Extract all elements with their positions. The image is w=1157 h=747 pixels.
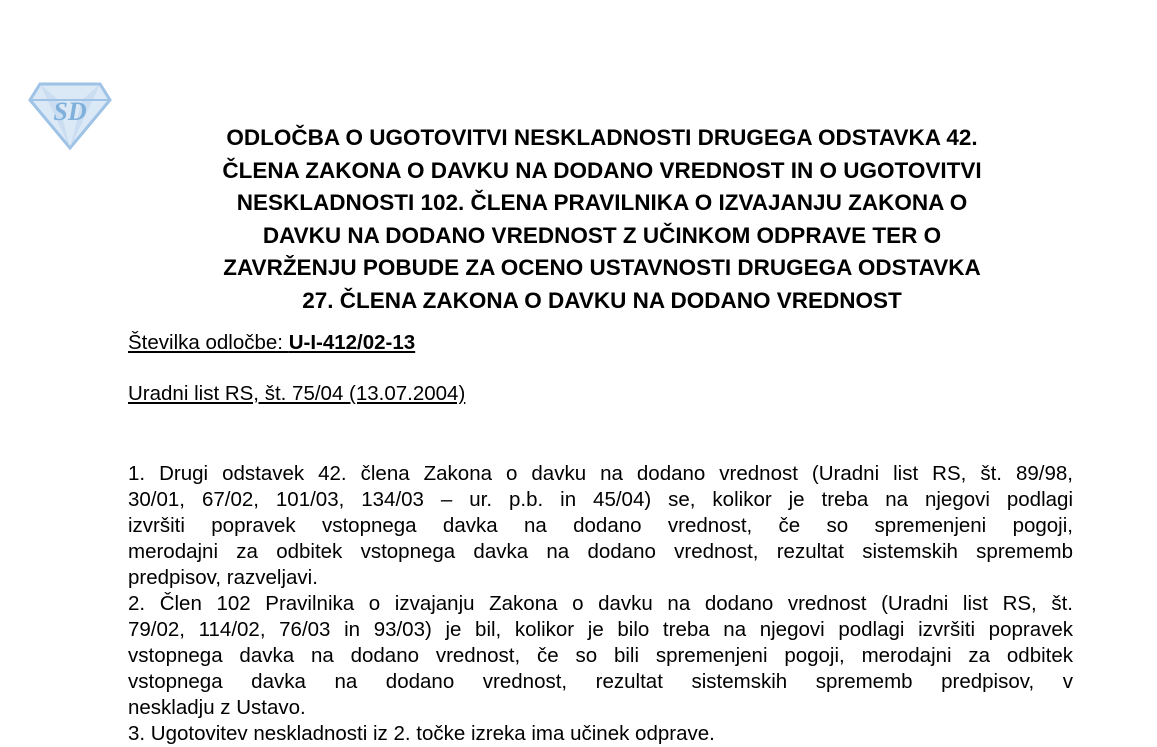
body-line: 30/01, 67/02, 101/03, 134/03 – ur. p.b. in 45/04) se, kolikor je treba na njegovi podlagi bbox=[128, 488, 1073, 511]
body-line: 79/02, 114/02, 76/03 in 93/03) je bil, kolikor je bilo treba na njegovi podlagi izvršiti popravek bbox=[128, 618, 1073, 641]
decision-number-value: U-I-412/02-13 bbox=[288, 331, 416, 354]
title-line: NESKLADNOSTI 102. ČLENA PRAVILNIKA O IZVAJANJU ZAKONA O bbox=[236, 190, 968, 216]
body-line: neskladju z Ustavo. bbox=[128, 696, 306, 719]
body-line: izvršiti popravek vstopnega davka na dodano vrednost, če so spremenjeni pogoji, bbox=[128, 514, 1073, 537]
decision-number bbox=[128, 330, 415, 356]
title-line: DAVKU NA DODANO VREDNOST Z UČINKOM ODPRAVE TER O bbox=[262, 222, 942, 248]
title-line: ČLENA ZAKONA O DAVKU NA DODANO VREDNOST IN O UGOTOVITVI bbox=[222, 157, 982, 183]
official-gazette-reference: Uradni list RS, št. 75/04 (13.07.2004) bbox=[128, 382, 466, 405]
title-line: ODLOČBA O UGOTOVITVI NESKLADNOSTI DRUGEGA ODSTAVKA 42. bbox=[226, 125, 978, 150]
logo-monogram: SD bbox=[53, 97, 87, 126]
decision-title bbox=[128, 122, 1076, 318]
body-line: 3. Ugotovitev neskladnosti iz 2. točke izreka ima učinek odprave. bbox=[128, 722, 715, 745]
body-line: vstopnega davka na dodano vrednost, rezultat sistemskih sprememb predpisov, v bbox=[128, 670, 1073, 693]
body-line: merodajni za odbitek vstopnega davka na dodano vrednost, rezultat sistemskih sprememb bbox=[128, 540, 1073, 563]
title-line: 27. ČLENA ZAKONA O DAVKU NA DODANO VREDNOST bbox=[302, 287, 902, 313]
body-line: vstopnega davka na dodano vrednost, če so bili spremenjeni pogoji, merodajni za odbitek bbox=[128, 644, 1073, 667]
diamond-logo-icon bbox=[28, 80, 112, 150]
body-line: predpisov, razveljavi. bbox=[128, 566, 318, 589]
court-logo bbox=[28, 80, 112, 150]
title-line: ZAVRŽENJU POBUDE ZA OCENO USTAVNOSTI DRUGEGA ODSTAVKA bbox=[223, 255, 981, 281]
body-line: 1. Drugi odstavek 42. člena Zakona o davku na dodano vrednost (Uradni list RS, št. 89/98, bbox=[128, 462, 1073, 485]
body-line: 2. Člen 102 Pravilnika o izvajanju Zakona o davku na dodano vrednost (Uradni list RS, št. bbox=[128, 592, 1073, 615]
decision-number-label: Številka odločbe: bbox=[128, 331, 283, 354]
decision-body bbox=[128, 461, 1073, 747]
